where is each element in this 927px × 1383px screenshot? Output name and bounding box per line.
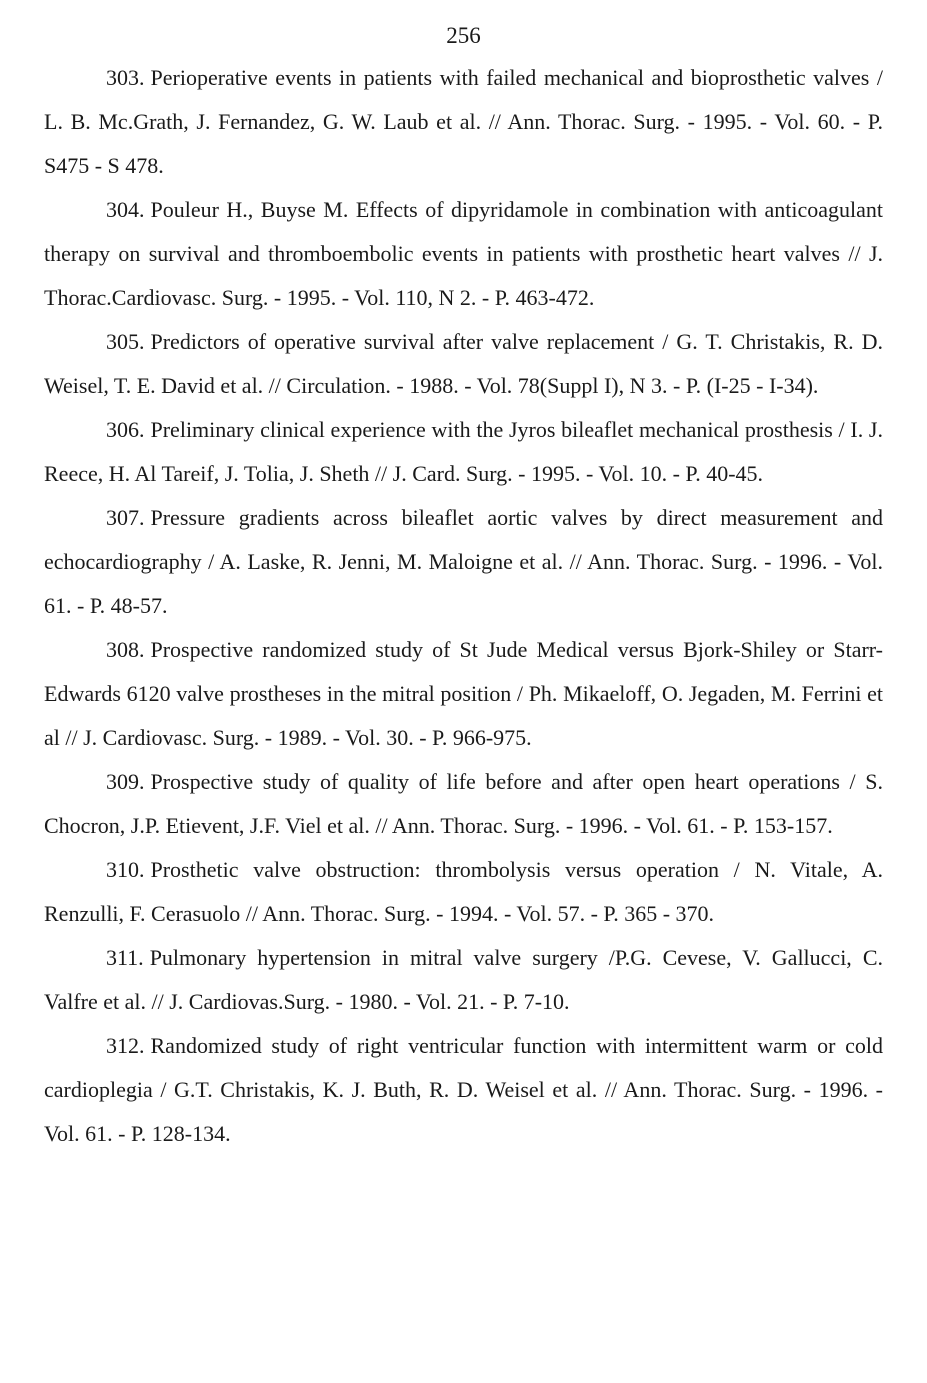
reference-number: 311. — [106, 945, 144, 970]
reference-number: 308. — [106, 637, 145, 662]
reference-text: Perioperative events in patients with failed mechanical and bioprosthetic valves / L. B. Mc.Grath, J. Fernandez, G. W. Laub et al. // Ann. Thorac. Surg. - 1995. - Vol. 60. - P. S475 - S 478. — [44, 65, 883, 178]
reference-text: Pressure gradients across bileaflet aortic valves by direct measurement and echocardiography / A. Laske, R. Jenni, M. Maloigne et al. // Ann. Thorac. Surg. - 1996. - Vol. 61. - P. 48-57. — [44, 505, 883, 618]
reference-number: 307. — [106, 505, 145, 530]
reference-text: Pulmonary hypertension in mitral valve surgery /P.G. Cevese, V. Gallucci, C. Valfre et al. // J. Cardiovas.Surg. - 1980. - Vol. 21. - P. 7-10. — [44, 945, 883, 1014]
reference-item — [44, 496, 883, 628]
reference-item — [44, 188, 883, 320]
reference-number: 306. — [106, 417, 145, 442]
reference-number: 310. — [106, 857, 145, 882]
reference-text: Prospective randomized study of St Jude Medical versus Bjork-Shiley or Starr-Edwards 6120 valve prostheses in the mitral position / Ph. Mikaeloff, O. Jegaden, M. Ferrini et al // J. Cardiovasc. Surg. - 1989. - Vol. 30. - P. 966-975. — [44, 637, 883, 750]
reference-item — [44, 628, 883, 760]
reference-number: 305. — [106, 329, 145, 354]
reference-item — [44, 760, 883, 848]
reference-text: Randomized study of right ventricular function with intermittent warm or cold cardioplegia / G.T. Christakis, K. J. Buth, R. D. Weisel et al. // Ann. Thorac. Surg. - 1996. - Vol. 61. - P. 128-134. — [44, 1033, 883, 1146]
reference-text: Predictors of operative survival after valve replacement / G. T. Christakis, R. D. Weisel, T. E. David et al. // Circulation. - 1988. - Vol. 78(Suppl I), N 3. - P. (I-25 - I-34). — [44, 329, 883, 398]
reference-item — [44, 936, 883, 1024]
reference-list — [44, 56, 883, 1156]
reference-number: 304. — [106, 197, 145, 222]
reference-item — [44, 56, 883, 188]
reference-number: 309. — [106, 769, 145, 794]
reference-text: Prosthetic valve obstruction: thrombolysis versus operation / N. Vitale, A. Renzulli, F. Cerasuolo // Ann. Thorac. Surg. - 1994. - Vol. 57. - P. 365 - 370. — [44, 857, 883, 926]
reference-item — [44, 320, 883, 408]
reference-item — [44, 1024, 883, 1156]
reference-number: 312. — [106, 1033, 145, 1058]
reference-item — [44, 848, 883, 936]
reference-text: Pouleur H., Buyse M. Effects of dipyridamole in combination with anticoagulant therapy on survival and thromboembolic events in patients with prosthetic heart valves // J. Thorac.Cardiovasc. Surg. - 1995. - Vol. 110, N 2. - P. 463-472. — [44, 197, 883, 310]
reference-text: Prospective study of quality of life before and after open heart operations / S. Chocron, J.P. Etievent, J.F. Viel et al. // Ann. Thorac. Surg. - 1996. - Vol. 61. - P. 153-157. — [44, 769, 883, 838]
page-number: 256 — [446, 23, 481, 48]
reference-text: Preliminary clinical experience with the Jyros bileaflet mechanical prosthesis / I. J. Reece, H. Al Tareif, J. Tolia, J. Sheth // J. Card. Surg. - 1995. - Vol. 10. - P. 40-45. — [44, 417, 883, 486]
reference-item — [44, 408, 883, 496]
reference-number: 303. — [106, 65, 145, 90]
